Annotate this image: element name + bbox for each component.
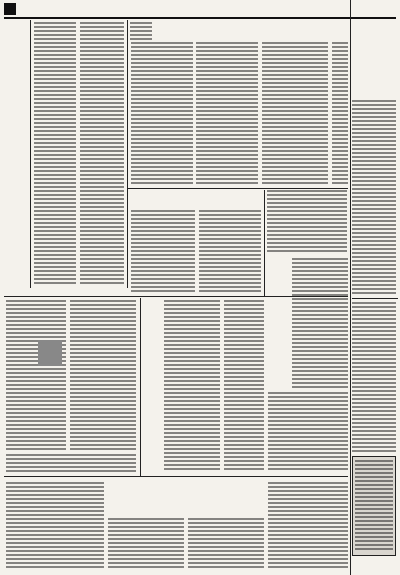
section-divider [4, 296, 348, 297]
page-number [4, 3, 16, 15]
article-body [268, 482, 348, 570]
column-divider [264, 190, 265, 296]
article-body [130, 22, 152, 40]
article-body [268, 392, 348, 470]
article-body [224, 300, 264, 470]
article-body [267, 190, 347, 252]
article-body [355, 460, 393, 552]
masthead-rule [4, 17, 396, 19]
column-divider [140, 298, 141, 476]
article-body [131, 42, 193, 186]
article-body [6, 454, 136, 472]
article-body [188, 518, 264, 570]
article-body [262, 42, 328, 186]
column-divider [127, 20, 128, 288]
article-body [80, 22, 124, 286]
article-body [131, 210, 195, 292]
section-divider [4, 476, 348, 477]
article-body [199, 210, 261, 292]
section-divider [128, 188, 348, 189]
article-body [164, 300, 220, 470]
article-body [292, 258, 348, 388]
column-divider [30, 20, 31, 288]
article-body [6, 300, 66, 450]
article-body [34, 22, 76, 286]
article-body [332, 42, 348, 186]
section-divider [352, 298, 398, 299]
article-body [352, 302, 396, 452]
article-body [70, 300, 136, 450]
author-photo [38, 340, 62, 366]
column-divider [350, 0, 351, 575]
article-body [6, 482, 104, 570]
article-body [352, 100, 396, 296]
article-body [108, 518, 184, 570]
article-body [196, 42, 258, 186]
